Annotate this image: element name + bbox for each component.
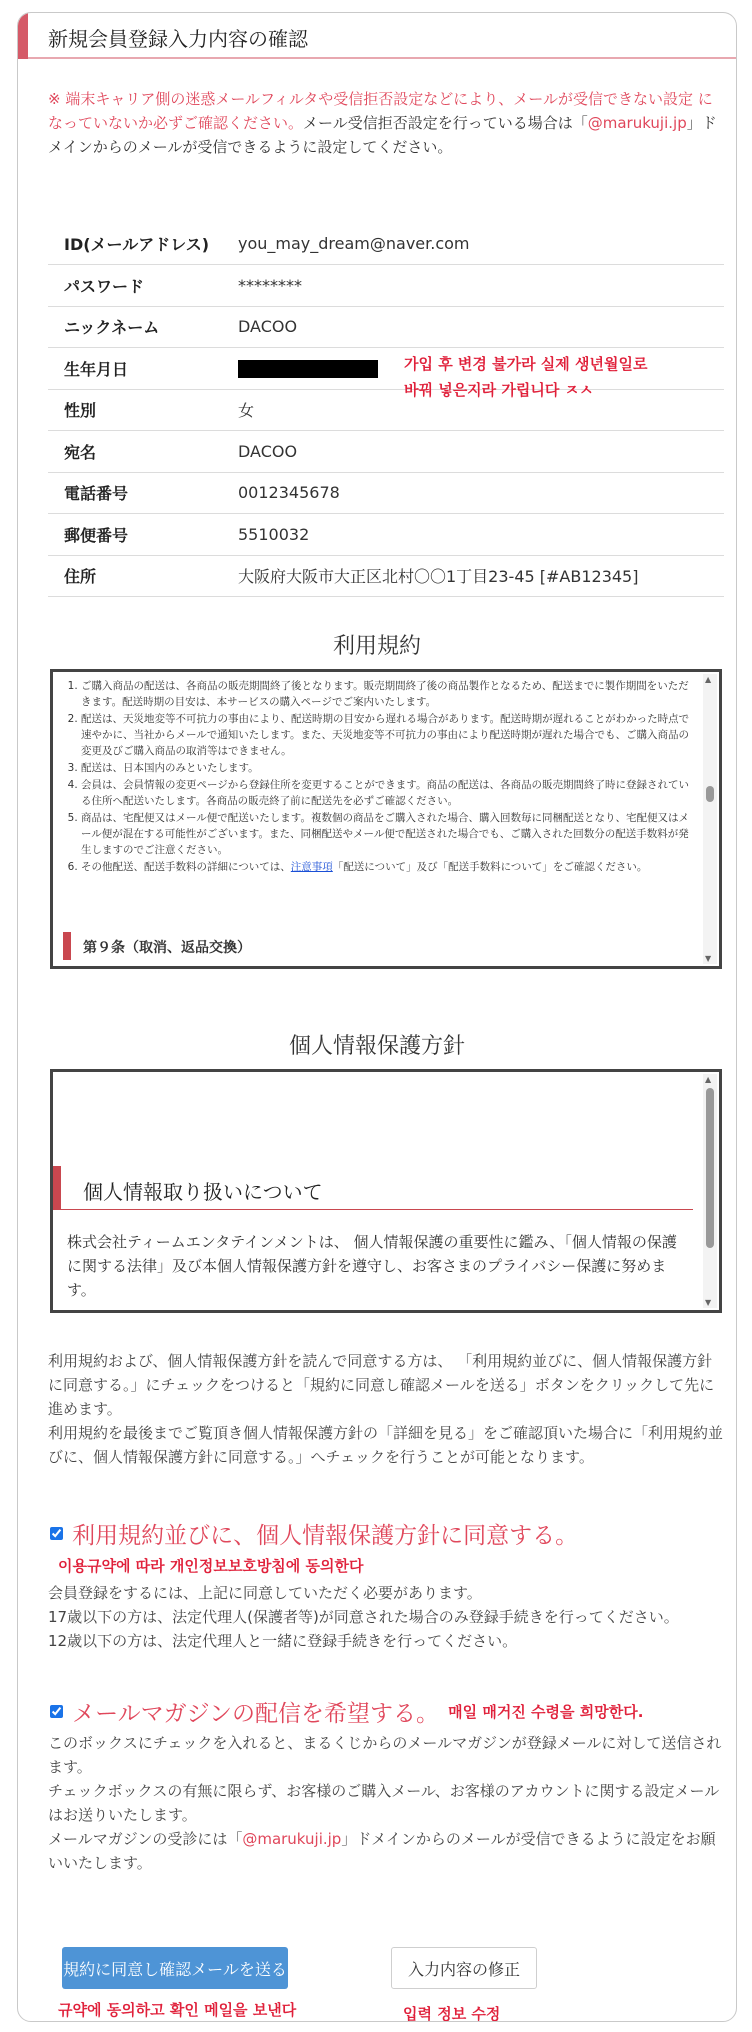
table-row	[48, 265, 724, 307]
confirmation-card	[17, 12, 737, 2022]
table-row	[48, 555, 724, 597]
annotation-edit: 입력 정보 수정	[403, 2005, 501, 2022]
agree-description	[48, 1581, 724, 1653]
privacy-body: 株式会社ティームエンタテインメントは、 個人情報保護の重要性に鑑み、「個人情報の保護に関する法律」及び本個人情報保護方針を遵守し、お客さまのプライバシー保護に努めます。	[67, 1233, 677, 1299]
scroll-up-icon[interactable]: ▲	[705, 675, 712, 684]
privacy-heading-text: 個人情報取り扱いについて	[83, 1180, 323, 1204]
registration-info-table	[48, 223, 724, 597]
newsletter-desc-2: チェックボックスの有無に限らず、お客様のご購入メール、お客様のアカウントに関する設定メールはお送りいたします。	[48, 1782, 720, 1824]
consent-text-2: 利用規約を最後までご覧頂き個人情報保護方針の「詳細を見る」をご確認頂いた場合に「利用規約並びに、個人情報保護方針に同意する。」へチェックを行うことが可能となります。	[48, 1424, 724, 1466]
redaction-block	[238, 360, 378, 378]
terms-title: 利用規約	[332, 634, 421, 659]
field-label: 郵便番号	[48, 514, 238, 556]
annotation-newsletter: 매일 매거진 수령을 희망한다.	[448, 1703, 644, 1721]
article-heading-text: 第９条（取消、返品交換）	[83, 940, 251, 956]
privacy-accent-bar	[53, 1166, 61, 1210]
newsletter-desc-3a: メールマガジンの受診には「	[48, 1830, 243, 1848]
field-value: 0012345678	[238, 472, 724, 514]
field-label: パスワード	[48, 265, 238, 307]
terms-item6-text-a: その他配送、配送手数料の詳細については、	[81, 861, 291, 873]
list-item: 5. 商品は、宅配便又はメール便で配送いたします。複数個の商品をご購入された場合、購入回数毎に同梱配送となり、宅配便又はメール便が混在する可能性がございます。また、同梱配送やメール便で配送された場合でも、ご購入された回数分の配送手数料が発生しますのでご注意ください。	[81, 810, 695, 858]
field-label: 住所	[48, 555, 238, 597]
terms-scrollbar[interactable]	[703, 674, 717, 964]
agree-desc-1: 会員登録をするには、上記に同意していただく必要があります。	[48, 1584, 482, 1602]
list-item: 4. 会員は、会員情報の変更ページから登録住所を変更することができます。商品の配送は、各商品の販売期間終了時に登録されている住所へ配送いたします。各商品の販売終了前に配送先を必ずご確認ください。	[81, 777, 695, 809]
caution-link[interactable]: 注意事項	[290, 861, 333, 873]
list-item: 3. 配送は、日本国内のみといたします。	[81, 760, 695, 776]
table-row	[48, 306, 724, 348]
consent-text-1: 利用規約および、個人情報保護方針を読んで同意する方は、 「利用規約並びに、個人情報保護方針に同意する。」にチェックをつけると「規約に同意し確認メールを送る」ボタンをクリックして先に進めます。	[48, 1352, 715, 1418]
table-row	[48, 223, 724, 265]
article-accent-bar	[63, 932, 71, 960]
field-label: 生年月日	[48, 348, 238, 390]
field-value: ********	[238, 265, 724, 307]
notice-text-b: 」ドメインからのメールが受信できるように設定してください。	[48, 114, 717, 156]
scroll-down-icon[interactable]: ▼	[705, 1298, 712, 1307]
privacy-scrollbar[interactable]	[703, 1074, 717, 1308]
list-item: 2. 配送は、天災地変等不可抗力の事由により、配送時期の目安から遅れる場合があります。配送時期が遅れることがわかった時点で速やかに、当社からメールで通知いたします。また、天災地変等不可抗力の事由により配送時期が遅れた場合でも、ご購入商品の変更及びご購入商品の取消等はできません。	[81, 711, 695, 759]
field-label: ニックネーム	[48, 306, 238, 348]
newsletter-desc-3b: 」ドメインからのメールが受信できるように設定をお願いいたします。	[48, 1830, 716, 1872]
email-notice	[48, 87, 720, 159]
notice-warning: ※ 端末キャリア側の迷惑メールフィルタや受信拒否設定などにより、メールが受信できない設定 になっていないか必ずご確認ください。	[48, 90, 713, 132]
field-value: 大阪府大阪市大正区北村〇〇1丁目23-45 [#AB12345]	[238, 555, 724, 597]
annotation-agree-terms: 이용규약에 따라 개인정보보호방침에 동의한다	[58, 1557, 364, 1575]
list-item	[81, 859, 695, 875]
notice-domain: @marukuji.jp	[587, 114, 687, 132]
newsletter-desc-3	[48, 1827, 724, 1875]
header-accent-bar	[18, 13, 28, 59]
terms-scroll-box[interactable]	[50, 669, 722, 969]
field-value: DACOO	[238, 306, 724, 348]
newsletter-desc-1: このボックスにチェックを入れると、まるくじからのメールマガジンが登録メールに対して送信されます。	[48, 1734, 722, 1776]
field-value: 5510032	[238, 514, 724, 556]
scroll-up-icon[interactable]: ▲	[705, 1075, 712, 1084]
table-row	[48, 431, 724, 473]
field-label: 宛名	[48, 431, 238, 473]
article-heading	[63, 932, 683, 960]
privacy-title: 個人情報保護方針	[288, 1034, 465, 1059]
table-row	[48, 389, 724, 431]
agree-desc-3: 12歳以下の方は、法定代理人と一緒に登録手続きを行ってください。	[48, 1632, 518, 1650]
newsletter-row[interactable]	[50, 1695, 643, 1728]
scroll-thumb[interactable]	[706, 786, 714, 802]
agree-terms-checkbox[interactable]	[50, 1527, 63, 1540]
annotation-birthdate-2: 바꿔 넣은지라 가립니다 ㅈㅅ	[404, 381, 594, 399]
newsletter-domain: @marukuji.jp	[242, 1830, 342, 1848]
privacy-heading	[53, 1166, 693, 1210]
notice-text-a: メール受信拒否設定を行っている場合は「	[303, 114, 588, 132]
field-value: DACOO	[238, 431, 724, 473]
agree-terms-row[interactable]	[50, 1517, 578, 1550]
consent-instructions	[48, 1349, 724, 1469]
newsletter-description	[48, 1731, 724, 1875]
edit-input-button[interactable]: 入力内容の修正	[391, 1947, 537, 1989]
submit-agree-button[interactable]: 規約に同意し確認メールを送る	[62, 1947, 288, 1989]
page-title: 新規会員登録入力内容の確認	[48, 27, 308, 51]
newsletter-checkbox[interactable]	[50, 1705, 63, 1718]
field-label: ID(メールアドレス)	[48, 223, 238, 265]
page-header	[18, 13, 736, 59]
field-label: 電話番号	[48, 472, 238, 514]
field-value: you_may_dream@naver.com	[238, 223, 724, 265]
field-value: 女	[238, 389, 724, 431]
privacy-scroll-box[interactable]	[50, 1069, 722, 1313]
scroll-down-icon[interactable]: ▼	[705, 954, 712, 963]
scroll-thumb[interactable]	[706, 1088, 714, 1248]
table-row	[48, 472, 724, 514]
agree-terms-label[interactable]: 利用規約並びに、個人情報保護方針に同意する。	[72, 1523, 579, 1549]
annotation-submit: 규약에 동의하고 확인 메일을 보낸다	[58, 2001, 297, 2019]
list-item: 1. ご購入商品の配送は、各商品の販売期間終了後となります。販売期間終了後の商品製作となるため、配送までに製作期間をいただきます。配送時期の目安は、本サービスの購入ページでご案内いたします。	[81, 678, 695, 710]
table-row	[48, 514, 724, 556]
annotation-birthdate-1: 가입 후 변경 불가라 실제 생년월일로	[404, 355, 648, 373]
newsletter-label[interactable]: メールマガジンの配信を希望する。	[72, 1701, 440, 1727]
field-label: 性別	[48, 389, 238, 431]
agree-desc-2: 17歳以下の方は、法定代理人(保護者等)が同意された場合のみ登録手続きを行ってください。	[48, 1608, 679, 1626]
terms-item6-text-b: 「配送について」及び「配送手数料について」をご確認ください。	[332, 861, 648, 873]
terms-list	[63, 678, 695, 876]
